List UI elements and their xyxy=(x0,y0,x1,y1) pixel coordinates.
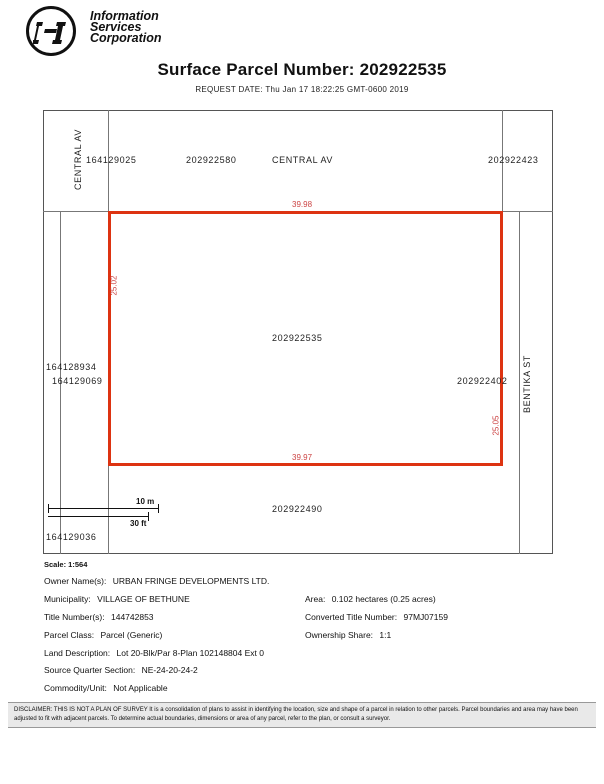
converted-title-label: Converted Title Number: xyxy=(305,612,398,622)
org-name-line-3: Corporation xyxy=(90,31,162,45)
page-title: Surface Parcel Number: 202922535 xyxy=(157,60,447,79)
parcel-label-right: 202922402 xyxy=(457,376,508,386)
dimension-right: 25.05 xyxy=(491,415,501,436)
dimension-top: 39.98 xyxy=(292,200,313,209)
owner-label: Owner Name(s): xyxy=(44,576,107,586)
source-quarter-label: Source Quarter Section: xyxy=(44,665,136,675)
ownership-share-label: Ownership Share: xyxy=(305,630,374,640)
scale-bar-line-ft xyxy=(48,516,148,517)
scale-bar xyxy=(48,497,198,538)
land-description-row xyxy=(44,648,264,658)
source-quarter-value: NE-24-20-24-2 xyxy=(141,665,198,675)
commodity-label: Commodity/Unit: xyxy=(44,683,107,693)
scale-bar-feet: 30 ft xyxy=(130,519,147,528)
area-value: 0.102 hectares (0.25 acres) xyxy=(331,594,436,604)
scale-bar-line-m xyxy=(48,508,158,509)
parcel-label-top-left: 164129025 xyxy=(86,155,137,165)
title-value: 144742853 xyxy=(110,612,154,622)
parcel-class-value: Parcel (Generic) xyxy=(100,630,163,640)
parcel-label-left-a: 164128934 xyxy=(46,362,97,372)
parcel-class-label: Parcel Class: xyxy=(44,630,95,640)
scale-bar-tick-ft xyxy=(148,512,149,521)
parcel-label-bottom: 202922490 xyxy=(272,504,323,514)
commodity-row xyxy=(44,683,168,693)
source-quarter-row xyxy=(44,665,198,675)
parcel-label-top-right: 202922423 xyxy=(488,155,539,165)
area-label: Area: xyxy=(305,594,326,604)
owner-value: URBAN FRINGE DEVELOPMENTS LTD. xyxy=(112,576,270,586)
street-label-top: CENTRAL AV xyxy=(272,155,334,165)
owner-row xyxy=(44,576,269,586)
street-label-right: BENTIKA ST xyxy=(522,355,532,414)
dimension-bottom: 39.97 xyxy=(292,453,313,462)
disclaimer: DISCLAIMER: THIS IS NOT A PLAN OF SURVEY It is a consolidation of plans to assist in identifying the location, size and shape of a parcel in relation to other parcels. Parcel boundaries and area may have been adjusted to fit with adjacent parcels. To determine actual boundaries, dimensions or area of any parcel, refer to the plan, or consult a surveyor. xyxy=(8,702,596,728)
converted-title-row xyxy=(305,612,448,622)
area-row xyxy=(305,594,436,604)
land-description-value: Lot 20-Blk/Par 8-Plan 102148804 Ext 0 xyxy=(116,648,264,658)
municipality-label: Municipality: xyxy=(44,594,91,604)
title-row xyxy=(44,612,154,622)
scale-bar-tick-m xyxy=(158,504,159,513)
parcel-label-subject: 202922535 xyxy=(272,333,323,343)
map-line-right-road xyxy=(519,211,520,554)
scale-bar-tick-start xyxy=(48,504,49,513)
org-name-line-2: Services xyxy=(90,20,142,34)
parcel-label-left-b: 164129069 xyxy=(52,376,103,386)
converted-title-value: 97MJ07159 xyxy=(403,612,448,622)
isc-logo-mark xyxy=(26,6,76,56)
commodity-value: Not Applicable xyxy=(113,683,168,693)
parcel-label-bottom-left: 164129036 xyxy=(46,532,97,542)
title-label: Title Number(s): xyxy=(44,612,105,622)
map-line-divider xyxy=(108,121,109,211)
dimension-left: 25.02 xyxy=(109,275,119,296)
land-description-label: Land Description: xyxy=(44,648,111,658)
org-name-line-1: Information xyxy=(90,9,159,23)
org-name xyxy=(90,11,162,44)
municipality-row xyxy=(44,594,190,604)
request-date: REQUEST DATE: Thu Jan 17 18:22:25 GMT-0600 2019 xyxy=(195,85,409,94)
ownership-share-value: 1:1 xyxy=(379,630,392,640)
isc-logo-icon xyxy=(33,16,69,46)
map-scale: Scale: 1:564 xyxy=(44,560,88,569)
ownership-share-row xyxy=(305,630,391,640)
parcel-label-top-center: 202922580 xyxy=(186,155,237,165)
street-label-left: CENTRAL AV xyxy=(73,128,83,190)
scale-bar-meters: 10 m xyxy=(136,497,155,506)
parcel-class-row xyxy=(44,630,162,640)
municipality-value: VILLAGE OF BETHUNE xyxy=(97,594,190,604)
